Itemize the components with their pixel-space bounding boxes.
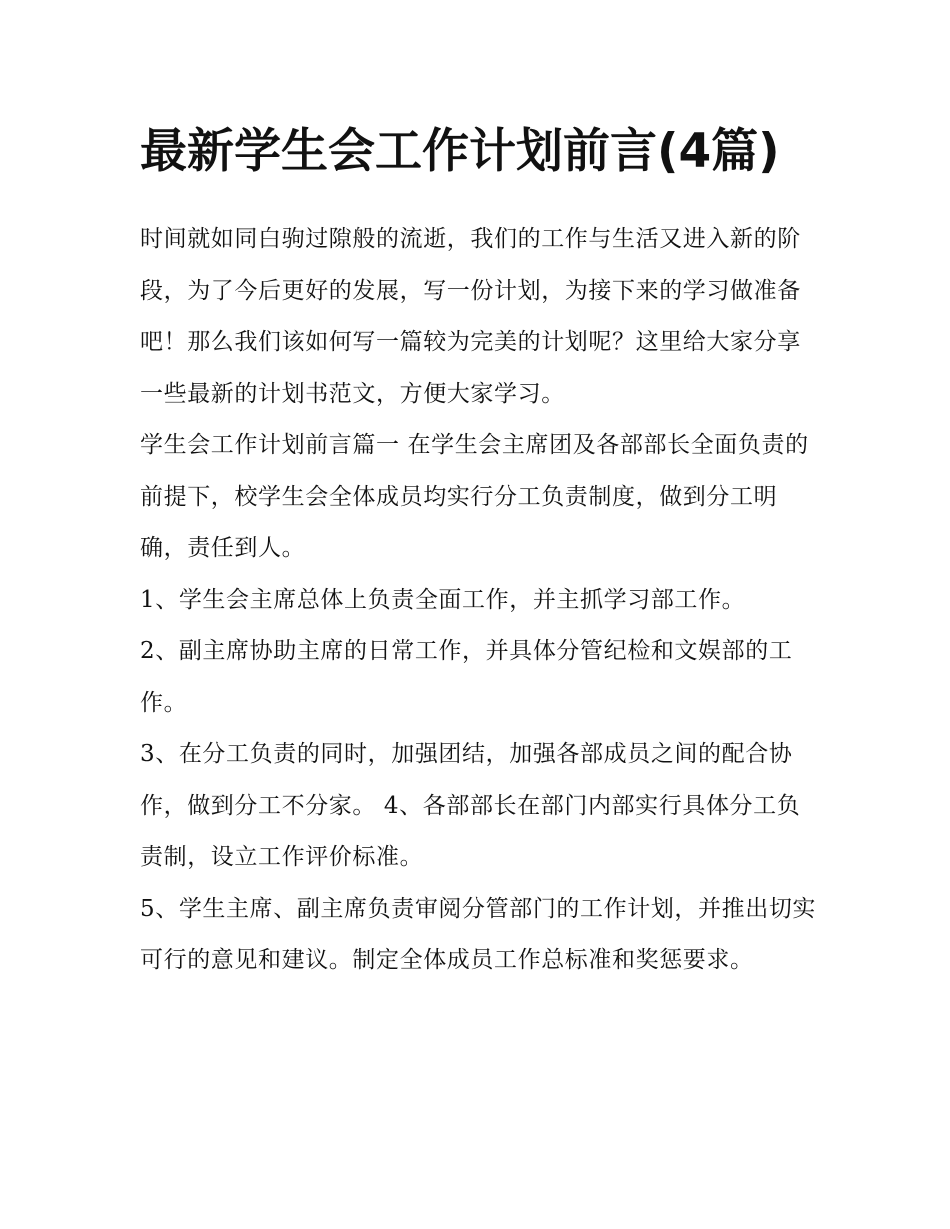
paragraph-item-5: 5、学生主席、副主席负责审阅分管部门的工作计划，并推出切实可行的意见和建议。制定全体成员工作总标准和奖惩要求。 [140, 895, 817, 973]
document-title: 最新学生会工作计划前言(4篇) [140, 124, 780, 179]
paragraph-item-1: 1、学生会主席总体上负责全面工作，并主抓学习部工作。 [140, 586, 746, 613]
paragraph-item-2: 2、副主席协助主席的日常工作，并具体分管纪检和文娱部的工作。 [140, 638, 793, 716]
paragraph-item-3-4: 3、在分工负责的同时，加强团结，加强各部成员之间的配合协作，做到分工不分家。 4、各部部长在部门内部实行具体分工负责制，设立工作评价标准。 [140, 741, 801, 870]
paragraph-section-one: 学生会工作计划前言篇一 在学生会主席团及各部部长全面负责的前提下，校学生会全体成员均实行分工负责制度，做到分工明确，责任到人。 [140, 432, 809, 561]
document-page [140, 112, 820, 987]
paragraph-intro: 时间就如同白驹过隙般的流逝，我们的工作与生活又进入新的阶段，为了今后更好的发展，写一份计划，为接下来的学习做准备吧！那么我们该如何写一篇较为完美的计划呢？这里给大家分享一些最新的计划书范文，方便大家学习。 [140, 226, 801, 407]
